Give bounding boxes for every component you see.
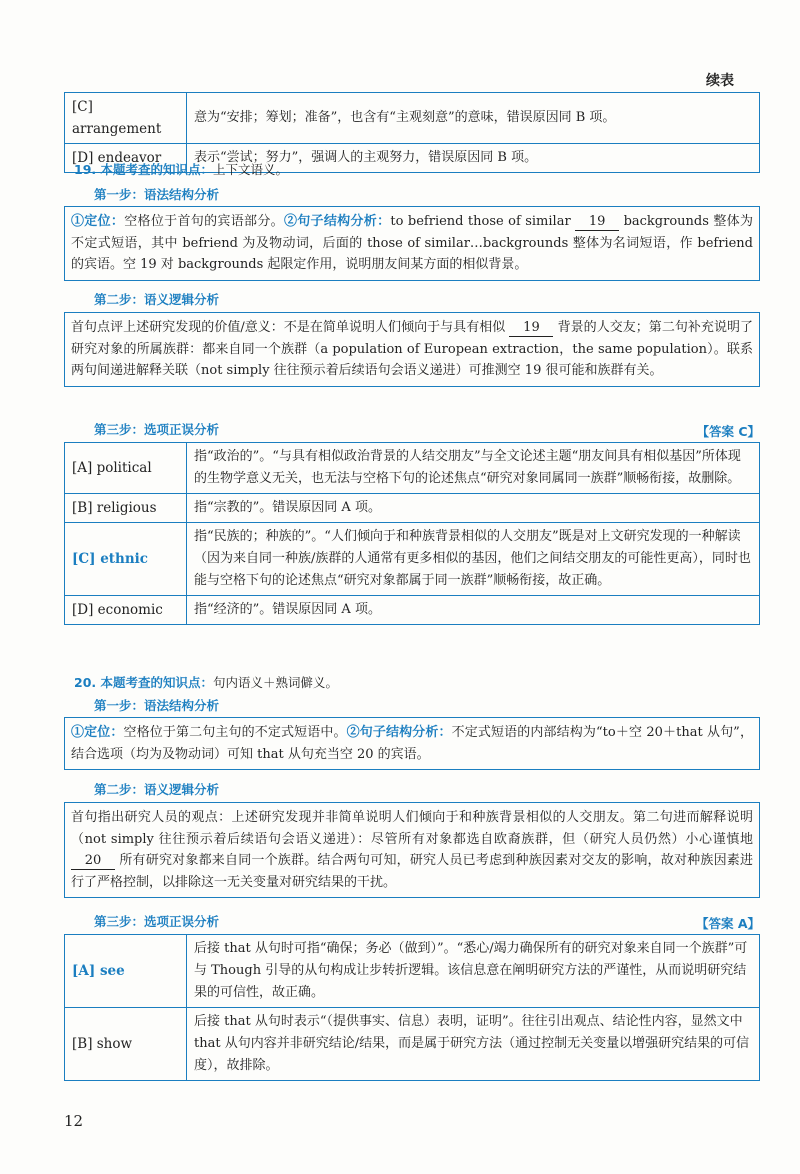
q19-topic: 上下文语义。 (213, 162, 289, 177)
table-row (65, 93, 760, 144)
q20-step2-box (64, 802, 760, 898)
option-label: [C] arrangement (65, 93, 187, 144)
locate-label: ①定位： (71, 214, 125, 229)
q19-head-label: 19. 本题考查的知识点： (74, 162, 213, 177)
q19-heading (74, 160, 288, 178)
option-explanation: 后接 that 从句时可指“确保；务必（做到）”。“悉心/竭力确保所有的研究对象来自同一个族群”可与 Though 引导的从句构成让步转折逻辑。该信息意在阐明研究方法的严谨性，从而说明研究结果的可信性，故正确。 (187, 935, 760, 1008)
option-explanation: 指“政治的”。“与具有相似政治背景的人结交朋友”与全文论述主题“朋友间具有相似基因”所体现的生物学意义无关，也无法与空格下句的论述焦点“研究对象同属同一族群”顺畅衔接，故删除。 (187, 443, 760, 494)
structure-label: ②句子结构分析： (346, 725, 452, 740)
option-label: [B] show (65, 1008, 187, 1081)
logic-text-b: 所有研究对象都来自同一个族群。结合两句可知，研究人员已考虑到种族因素对交友的影响，故对种族因素进行了严格控制，以排除这一无关变量对研究结果的干扰。 (71, 853, 753, 890)
q19-step3-title: 第三步：选项正误分析 (94, 422, 220, 437)
q20-step3-title: 第三步：选项正误分析 (94, 914, 220, 929)
structure-text: 不定式短语的内部结构为“to＋空 20＋that 从句”，结合选项（均为及物动词）可知 that 从句充当空 20 的宾语。 (71, 725, 753, 762)
option-label-correct: [A] see (65, 935, 187, 1008)
blank-19: 19 (509, 320, 553, 337)
logic-text-a: 首句点评上述研究发现的价值/意义：不是在简单说明人们倾向于与具有相似 (71, 320, 506, 335)
locate-text: 空格位于第二句主句的不定式短语中。 (123, 725, 347, 740)
option-explanation: 指“经济的”。错误原因同 A 项。 (187, 596, 760, 625)
table-row (65, 935, 760, 1008)
continued-label: 续表 (706, 73, 734, 89)
option-explanation: 意为“安排；筹划；准备”，也含有“主观刻意”的意味，错误原因同 B 项。 (187, 93, 760, 144)
option-explanation: 指“宗教的”。错误原因同 A 项。 (187, 494, 760, 523)
q20-topic: 句内语义＋熟词僻义。 (213, 675, 339, 690)
q20-options-table (64, 934, 760, 1081)
table-row (65, 1008, 760, 1081)
option-label: [D] economic (65, 596, 187, 625)
structure-label: ②句子结构分析： (283, 214, 391, 229)
table-row (65, 523, 760, 596)
option-label: [D] endeavor (65, 144, 187, 173)
q19-step1-box (64, 206, 760, 281)
q20-step1-box (64, 717, 760, 770)
structure-text-b: backgrounds 整体为不定式短语，其中 befriend 为及物动词，后面的 those of similar…backgrounds 整体为名词短语，作 befriend 的宾语。空 19 对 backgrounds 起限定作用，说明朋友间某方面的相似背景。 (71, 214, 753, 272)
logic-text-a: 首句指出研究人员的观点：上述研究发现并非简单说明人们倾向于和种族背景相似的人交朋友。第二句进而解释说明（not simply 往往预示着后续语句会语义递进）：尽管所有对象都选自欧裔族群，但（研究人员仍然）小心谨慎地 (71, 810, 753, 847)
q20-head-label: 20. 本题考查的知识点： (74, 675, 213, 690)
q20-heading (74, 673, 338, 691)
locate-label: ①定位： (71, 725, 124, 740)
option-explanation: 表示“尝试；努力”，强调人的主观努力，错误原因同 B 项。 (187, 144, 760, 173)
q19-answer: 【答案 C】 (696, 424, 760, 439)
logic-text-b: 背景的人交友；第二句补充说明了研究对象的所属族群：都来自同一个族群（a population of European extraction，the same population）。联系两句间递进解释关联（not simply 往往预示着后续语句会语义递进）可推测空 19 很可能和族群有关。 (71, 320, 753, 378)
option-explanation: 指“民族的；种族的”。“人们倾向于和种族背景相似的人交朋友”既是对上文研究发现的一种解读（因为来自同一种族/族群的人通常有更多相似的基因，他们之间结交朋友的可能性更高），同时也能与空格下句的论述焦点“研究对象都属于同一族群”顺畅衔接，故正确。 (187, 523, 760, 596)
option-explanation: 后接 that 从句时表示“（提供事实、信息）表明，证明”。往往引出观点、结论性内容，显然文中 that 从句内容并非研究结论/结果，而是属于研究方法（通过控制无关变量以增强研究结果的可信度），故排除。 (187, 1008, 760, 1081)
blank-20: 20 (71, 853, 115, 870)
page-number: 12 (64, 1112, 84, 1130)
q20-answer: 【答案 A】 (695, 916, 760, 931)
option-label-correct: [C] ethnic (65, 523, 187, 596)
table-row (65, 494, 760, 523)
q20-step1-title: 第一步：语法结构分析 (94, 698, 220, 713)
q19-step2-box (64, 312, 760, 387)
q19-step1-title: 第一步：语法结构分析 (94, 187, 220, 202)
blank-19: 19 (575, 214, 619, 231)
table-row (65, 596, 760, 625)
option-label: [A] political (65, 443, 187, 494)
locate-text: 空格位于首句的宾语部分。 (124, 214, 284, 229)
table-row (65, 443, 760, 494)
q20-step2-title: 第二步：语义逻辑分析 (94, 782, 220, 797)
option-label: [B] religious (65, 494, 187, 523)
structure-text-a: to befriend those of similar (390, 214, 571, 229)
q19-step2-title: 第二步：语义逻辑分析 (94, 292, 220, 307)
q19-options-table (64, 442, 760, 625)
